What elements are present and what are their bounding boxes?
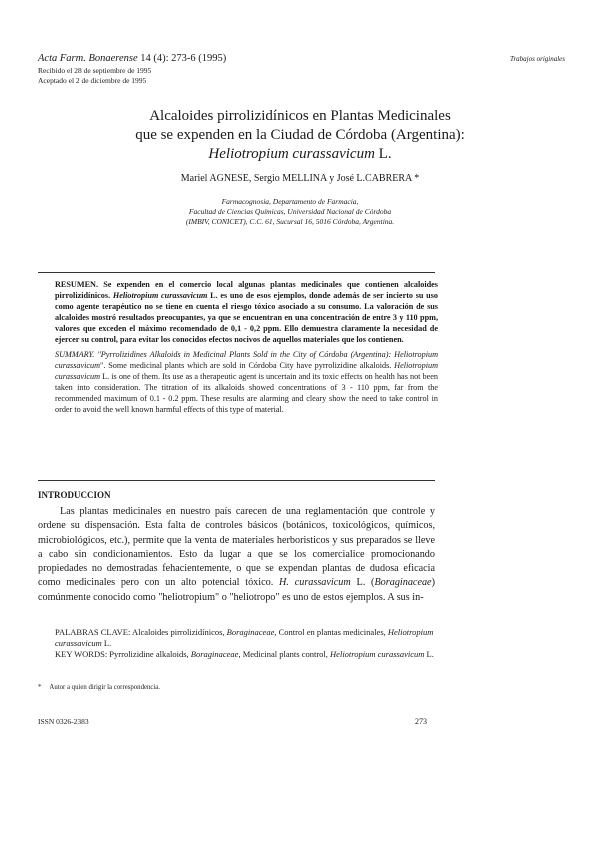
summary-lead: SUMMARY. "Pyrrolizidines Alkaloids in Medicinal Plants Sold in the City of Córdoba (Argentina): bbox=[55, 350, 395, 359]
journal-volume: 14 (4): 273-6 (1995) bbox=[140, 53, 227, 64]
intro-text-b: L. ( bbox=[350, 577, 375, 589]
issn-number: ISSN 0326-2383 bbox=[38, 717, 89, 726]
author-affiliation bbox=[110, 197, 470, 227]
section-label: Trabajos originales bbox=[509, 55, 565, 63]
accepted-date: Aceptado el 2 de diciembre de 1995 bbox=[38, 75, 147, 85]
article-title bbox=[40, 107, 560, 164]
summary-species-2: Heliotropium curassavicum bbox=[55, 361, 438, 381]
abstract-top-rule bbox=[38, 272, 435, 273]
keywords-es-b: , Control en plantas medicinales, bbox=[274, 627, 388, 637]
intro-paragraph bbox=[38, 505, 435, 605]
abstract-block bbox=[55, 279, 438, 419]
keywords-es-a: PALABRAS CLAVE: Alcaloides pirrolizidínicos, bbox=[55, 627, 227, 637]
journal-citation bbox=[38, 53, 226, 64]
resumen-species: Heliotropium curassavicum bbox=[112, 291, 208, 300]
intro-text-a: Las plantas medicinales en nuestro país carecen de una reglamentación que controle y ordene su dispensación. Esta falta de controles básicos (botánicos, toxicológicos, químicos, microbiológicos, etc.), permite que la venta de materiales herboristicos y sus preparados se lleve a cabo sin condicionamientos. Esto da lugar a que se los comercialice promocionando propiedades no demostradas fehacientemente, o que se expendan plantas de dudosa eficacia como medicinales pero con un alto potencial tóxico. bbox=[38, 506, 435, 589]
summary-species-1: Heliotropium curassavicum bbox=[55, 350, 438, 370]
section-heading-intro: INTRODUCCION bbox=[38, 490, 111, 500]
resumen-paragraph bbox=[55, 279, 438, 345]
intro-family: Boraginaceae bbox=[374, 577, 432, 589]
title-line-3 bbox=[40, 145, 560, 164]
keywords-en-b: , Medicinal plants control, bbox=[238, 648, 331, 659]
received-date: Recibido el 28 de septiembre de 1995 bbox=[38, 66, 152, 75]
footnote-text: Autor a quien dirigir la correspondencia. bbox=[49, 684, 161, 691]
summary-text-a: ". Some medicinal plants which are sold in Córdoba City have pyrrolizidine alkaloids. bbox=[100, 361, 395, 370]
page-number: 273 bbox=[415, 717, 427, 726]
resumen-text-b: L. es uno de esos ejemplos, donde además de ser incierto su uso como agente terapéutico no se tiene en cuenta el riesgo tóxico asociado a su consumo. La valoración de sus alcaloides mostró resultados preocupantes, ya que se encuentran en una concentración de entre 3 y 110 ppm, valores que exceden el máximo recomendado de 0,1 - 0,2 ppm. Ello demuestra claramente la necesidad de ejercer su control, para evitar los conocidos efectos nocivos de aquellos materiales que los contienen. bbox=[55, 291, 438, 344]
author-list: Mariel AGNESE, Sergio MELLINA y José L.CABRERA * bbox=[180, 173, 420, 184]
keywords-en-c: L. bbox=[424, 648, 434, 659]
title-line-1: Alcaloides pirrolizidínicos en Plantas Medicinales bbox=[149, 108, 451, 124]
keywords-en-species: Heliotropium curassavicum bbox=[330, 648, 425, 659]
keywords-en-a: KEY WORDS: Pyrrolizidine alkaloids, bbox=[55, 648, 191, 659]
resumen-text-a: RESUMEN. Se expenden en el comercio local algunas plantas medicinales que contienen alcaloides pirrolizidínicos. bbox=[55, 280, 438, 300]
summary-paragraph bbox=[55, 349, 438, 415]
title-line-2: que se expenden en la Ciudad de Córdoba (Argentina): bbox=[135, 127, 465, 143]
keywords-block bbox=[55, 627, 435, 659]
intro-species: H. curassavicum bbox=[279, 577, 351, 589]
keywords-english bbox=[55, 649, 435, 660]
keywords-es-species: Heliotropium curassavicum bbox=[55, 627, 434, 648]
footnote-mark: * bbox=[38, 684, 42, 691]
footnote bbox=[38, 684, 160, 691]
publication-dates bbox=[38, 66, 151, 85]
summary-text-b: L. is one of them. Its use as a therapeutic agent is uncertain and its toxic effects on health has not been taken into consideration. The titration of its alkaloids showed concentrations of 3 - 110 ppm, far from the recommended maximum of 0.1 - 0.2 ppm. These results are alarming and cleary show the need to take control in order to avoid the well known harmful effects of this type of material. bbox=[55, 372, 438, 414]
keywords-es-c: L. bbox=[101, 637, 112, 648]
keywords-en-family: Boraginaceae bbox=[190, 648, 239, 659]
title-species: Heliotropium curassavicum bbox=[208, 146, 375, 162]
abstract-bottom-rule bbox=[38, 480, 435, 481]
keywords-es-family: Boraginaceae bbox=[226, 627, 275, 637]
title-species-author: L. bbox=[374, 146, 392, 162]
affiliation-line-3: (IMBIV, CONICET), C.C. 61, Sucursal 16, 5016 Córdoba, Argentina. bbox=[185, 217, 395, 226]
affiliation-line-1: Farmacognosia, Departamento de Farmacia, bbox=[221, 197, 359, 206]
journal-name: Acta Farm. Bonaerense bbox=[38, 53, 138, 64]
keywords-spanish bbox=[55, 627, 435, 649]
affiliation-line-2: Facultad de Ciencias Químicas, Universidad Nacional de Córdoba bbox=[188, 207, 392, 216]
intro-text-c: ) comúnmente conocido como "heliotropium" o "heliotropo" es uno de estos ejemplos. A sus in- bbox=[38, 577, 435, 603]
